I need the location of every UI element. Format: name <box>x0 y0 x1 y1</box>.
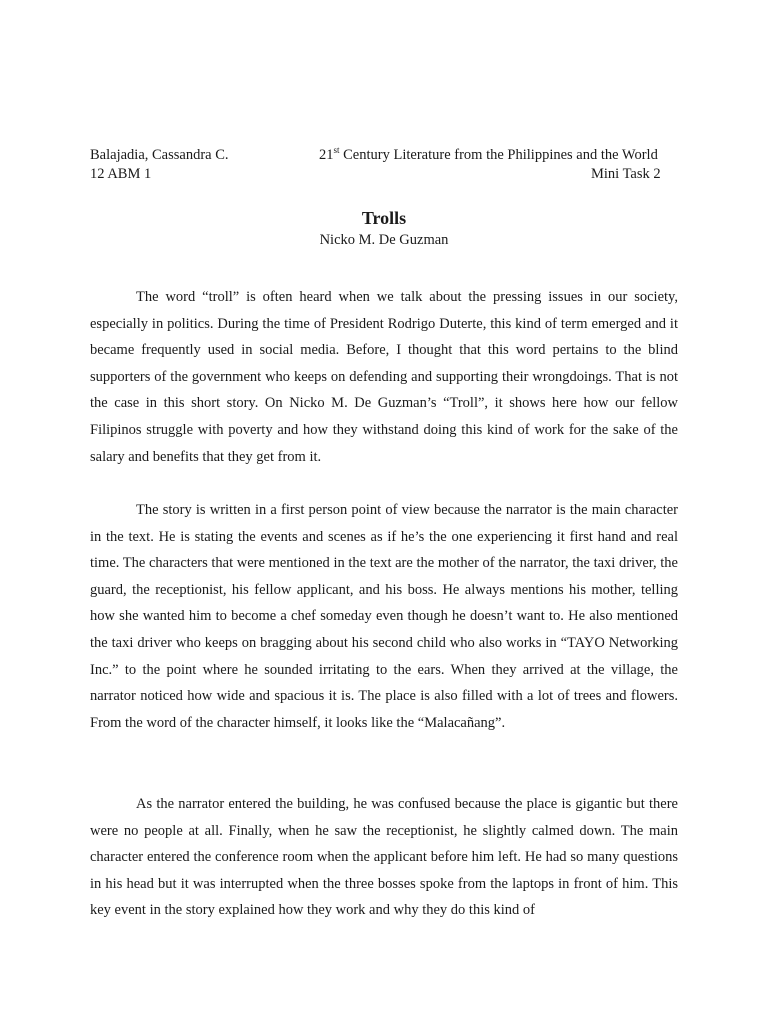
task-label: Mini Task 2 <box>591 166 661 182</box>
student-name: Balajadia, Cassandra C. <box>90 147 229 163</box>
document-title: Trolls <box>361 208 407 228</box>
course-prefix: 21 <box>319 147 334 163</box>
paragraph-2-block <box>90 497 678 736</box>
header-row-1 <box>90 146 680 164</box>
paragraph: The story is written in a first person point of view because the narrator is the main character in the text. He is stating the events and scenes as if he’s the one experiencing it first hand and real time. The characters that were mentioned in the text are the mother of the narrator, the taxi driver, the guard, the receptionist, his fellow applicant, and his boss. He always mentions his mother, telling how she wanted him to become a chef someday even though he doesn’t want to. He also mentioned the taxi driver who keeps on bragging about his second child who also works in “TAYO Networking Inc.” to the point where he sounded irritating to the ears. When they arrived at the village, the narrator noticed how wide and spacious it is. The place is also filled with a lot of trees and flowers. From the word of the character himself, it looks like the “Malacañang”. <box>90 502 678 731</box>
paragraph-3-block <box>90 791 678 924</box>
paragraph: The word “troll” is often heard when we talk about the pressing issues in our society, especially in politics. During the time of President Rodrigo Duterte, this kind of term emerged and it became frequently used in social media. Before, I thought that this word pertains to the blind supporters of the government who keeps on defending and supporting their wrongdoings. That is not the case in this short story. On Nicko M. De Guzman’s “Troll”, it shows here how our fellow Filipinos struggle with poverty and how they withstand doing this kind of work for the sake of the salary and benefits that they get from it. <box>90 289 678 465</box>
section-label: 12 ABM 1 <box>90 166 152 182</box>
course-superscript: st <box>333 145 340 155</box>
paragraph: As the narrator entered the building, he was confused because the place is gigantic but there were no people at all. Finally, when he saw the receptionist, he slightly calmed down. The main character entered the conference room when the applicant before him left. He had so many questions in his head but it was interrupted when the three bosses spoke from the laptops in front of him. This key event in the story explained how they work and why they do this kind of <box>90 796 678 919</box>
paragraph-1-block <box>90 284 678 470</box>
document-author: Nicko M. De Guzman <box>319 232 449 248</box>
course-suffix: Century Literature from the Philippines and the World <box>339 147 658 163</box>
course-title <box>319 146 658 164</box>
header-row-2 <box>90 165 680 183</box>
